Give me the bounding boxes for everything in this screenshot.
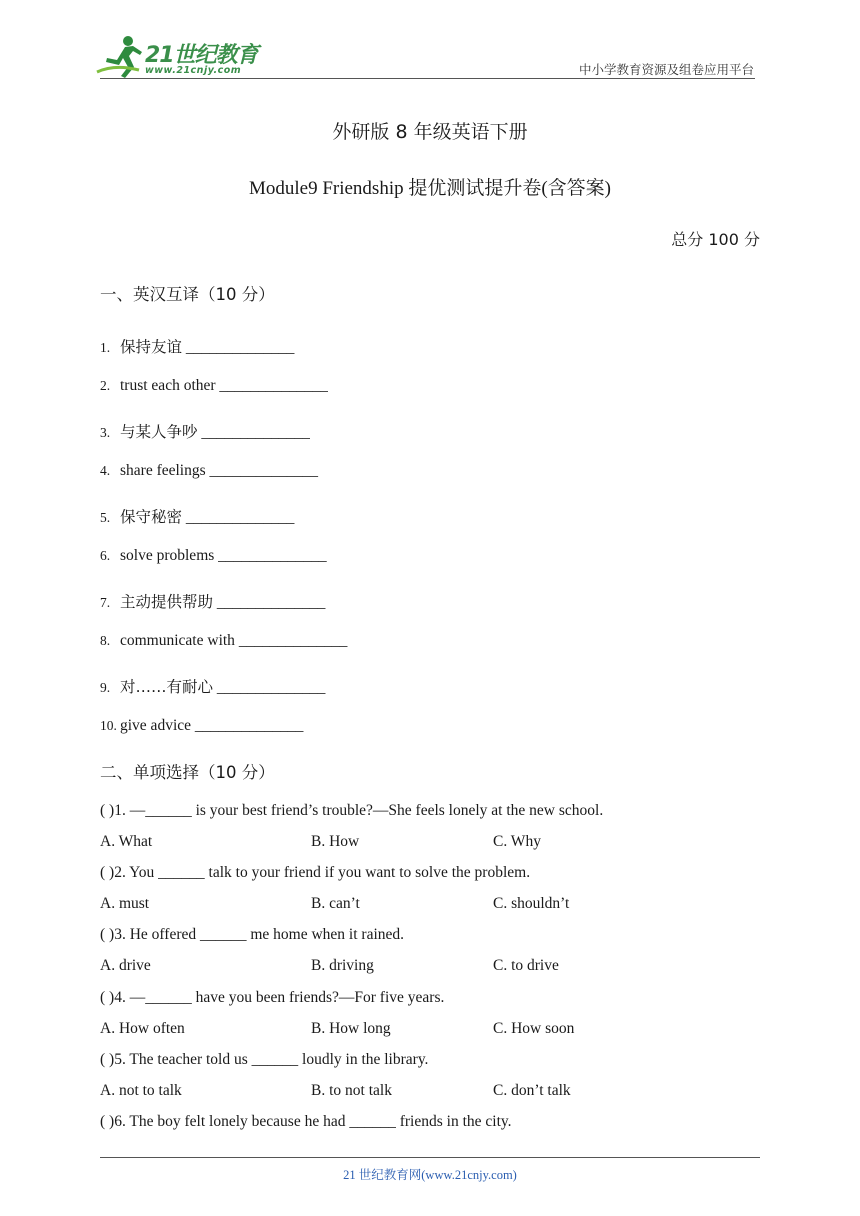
question-stem: ( )3. He offered ______ me home when it rained. (100, 926, 405, 943)
answer-blank: ______________ (213, 679, 326, 696)
question-stem: ( )2. You ______ talk to your friend if you want to solve the problem. (100, 864, 531, 881)
item-number: 2. (100, 378, 111, 393)
option-c: C. to drive (493, 957, 559, 974)
answer-blank: ______________ (214, 547, 327, 564)
item-text: trust each other (120, 377, 216, 394)
vocab-item (100, 377, 328, 395)
answer-blank: ______________ (213, 594, 326, 611)
item-text: 与某人争吵 (120, 423, 198, 441)
option-b: B. How long (311, 1020, 391, 1037)
answer-blank: ______________ (215, 377, 328, 394)
item-text: give advice (120, 717, 192, 734)
page-subtitle: Module9 Friendship 提优测试提升卷(含答案) (248, 178, 612, 199)
option-c: C. How soon (493, 1020, 575, 1037)
option-c: C. Why (493, 833, 541, 850)
item-text: 保持友谊 (120, 338, 183, 356)
item-text: communicate with (120, 632, 235, 649)
item-number: 9. (100, 680, 111, 695)
question-stem: ( )4. —______ have you been friends?—For five years. (100, 989, 445, 1006)
option-a: A. drive (100, 957, 151, 974)
vocab-item (100, 675, 325, 697)
answer-blank: ______________ (191, 717, 304, 734)
runner-logo-icon (95, 34, 143, 80)
option-a: A. must (100, 895, 150, 912)
item-number: 1. (100, 340, 111, 355)
answer-blank: ______________ (197, 424, 310, 441)
item-number: 7. (100, 595, 111, 610)
option-b: B. can’t (311, 895, 360, 912)
item-number: 5. (100, 510, 111, 525)
option-b: B. driving (311, 957, 374, 974)
option-a: A. What (100, 833, 153, 850)
vocab-item (100, 547, 327, 565)
vocab-item (100, 590, 325, 612)
option-c: C. don’t talk (493, 1082, 571, 1099)
answer-blank: ______________ (182, 339, 295, 356)
item-text: 主动提供帮助 (120, 593, 214, 611)
vocab-item (100, 420, 310, 442)
item-text: 保守秘密 (120, 508, 183, 526)
vocab-item (100, 632, 347, 650)
vocab-item (100, 505, 294, 527)
header-divider (100, 78, 755, 79)
item-text: share feelings (120, 462, 206, 479)
logo-url: www.21cnjy.com (145, 65, 242, 76)
page-title: 外研版 8 年级英语下册 (332, 121, 528, 143)
site-logo (95, 34, 260, 80)
item-number: 8. (100, 633, 111, 648)
section-heading-translation: 一、英汉互译（10 分） (100, 285, 275, 304)
page-header (0, 0, 860, 90)
total-score: 总分 100 分 (671, 230, 760, 249)
option-b: B. How (311, 833, 360, 850)
section-heading-multiple-choice: 二、单项选择（10 分） (100, 763, 275, 782)
option-a: A. not to talk (100, 1082, 182, 1099)
item-number: 6. (100, 548, 111, 563)
item-text: 对……有耐心 (120, 678, 214, 696)
item-number: 3. (100, 425, 111, 440)
platform-label: 中小学教育资源及组卷应用平台 (578, 62, 754, 77)
answer-blank: ______________ (234, 632, 348, 649)
option-a: A. How often (100, 1020, 185, 1037)
vocab-item (100, 462, 318, 480)
question-stem: ( )5. The teacher told us ______ loudly in the library. (100, 1051, 429, 1068)
option-c: C. shouldn’t (493, 895, 570, 912)
vocab-item (100, 717, 303, 735)
item-text: solve problems (120, 547, 215, 564)
item-number: 10. (100, 718, 117, 733)
option-b: B. to not talk (311, 1082, 392, 1099)
question-stem: ( )1. —______ is your best friend’s trouble?—She feels lonely at the new school. (100, 802, 604, 819)
footer-link[interactable]: 21 世纪教育网(www.21cnjy.com) (343, 1168, 517, 1182)
answer-blank: ______________ (182, 509, 295, 526)
item-number: 4. (100, 463, 111, 478)
question-stem: ( )6. The boy felt lonely because he had ______ friends in the city. (100, 1113, 512, 1130)
footer-divider (100, 1157, 760, 1158)
answer-blank: ______________ (205, 462, 319, 479)
logo-text: 21世纪教育 (145, 43, 258, 68)
vocab-item (100, 335, 294, 357)
